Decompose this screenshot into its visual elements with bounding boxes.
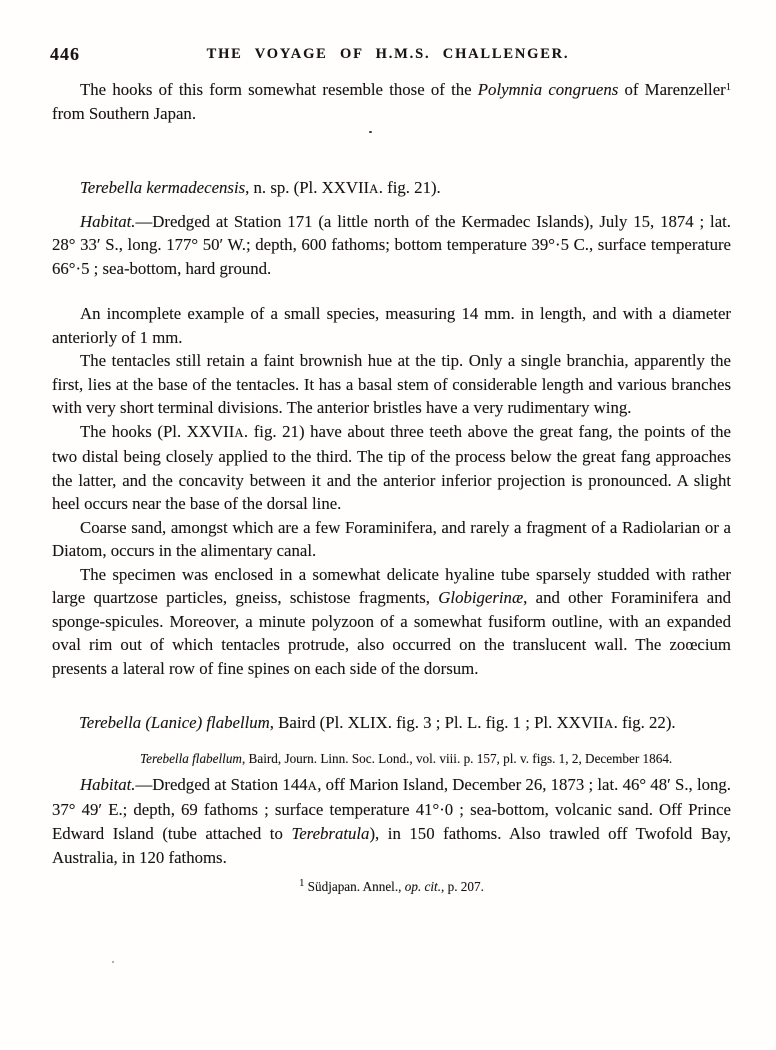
running-head: [0, 44, 776, 66]
page-body: [52, 78, 731, 896]
paragraph-incomplete-example: An incomplete example of a small species, measuring 14 mm. in length, and with a diameter anteriorly of 1 mm.: [52, 304, 731, 347]
habitat-paragraph-kermadecensis: Habitat.—Dredged at Station 171 (a little north of the Kermadec Islands), July 15, 1874 ; lat. 28° 33′ S., long. 177° 50′ W.; depth, 600 fathoms; bottom temperature 39°·5 C., surface temperature 66°·5 ; sea-bottom, hard ground.: [52, 211, 731, 278]
habitat-paragraph-flabellum: Habitat.—Dredged at Station 144A, off Marion Island, December 26, 1873 ; lat. 46° 48′ S., long. 37° 49′ E.; depth, 69 fathoms ; surface temperature 41°·0 ; sea-bottom, volcanic sand. Off Prince Edward Island (tube attached to Terebratula), in 150 fathoms. Also trawled off Twofold Bay, Australia, in 120 fathoms.: [52, 774, 731, 867]
scan-speck: [369, 131, 372, 133]
species-heading-kermadecensis: Terebella kermadecensis, n. sp. (Pl. XXVIIA. fig. 21).: [80, 178, 441, 197]
paragraph-hooks: The hooks (Pl. XXVIIA. fig. 21) have about three teeth above the great fang, the points of the two distal being closely applied to the third. The tip of the process below the great fang approaches the latter, and the concavity between it and the anterior inferior projection is pronounced. A slight heel occurs near the base of the dorsal line.: [52, 421, 731, 513]
paragraph-tentacles: The tentacles still retain a faint brownish hue at the tip. Only a single branchia, apparently the first, lies at the base of the tentacles. It has a basal stem of considerable length and various branches with very short terminal divisions. The anterior bristles have a very rudimentary wing.: [52, 351, 731, 417]
paragraph-polymnia: The hooks of this form somewhat resemble those of the Polymnia congruens of Marenzeller$^1$ from Southern Japan.: [52, 80, 731, 123]
footnote-sudjapan: $^1$ Südjapan. Annel., op. cit., p. 207.: [299, 877, 484, 894]
citation-flabellum: Terebella flabellum, Baird, Journ. Linn. Soc. Lond., vol. viii. p. 157, pl. v. figs. 1, 2, December 1864.: [140, 751, 673, 766]
paragraph-coarse-sand: Coarse sand, amongst which are a few Foraminifera, and rarely a fragment of a Radiolarian or a Diatom, occurs in the alimentary canal.: [52, 517, 731, 560]
running-title: THE VOYAGE OF H.M.S. CHALLENGER.: [206, 46, 570, 62]
scan-speck: [112, 961, 114, 963]
page-number: 446: [50, 44, 80, 64]
paragraph-specimen-tube: The specimen was enclosed in a somewhat delicate hyaline tube sparsely studded with rather large quartzose particles, gneiss, schistose fragments, Globigerinæ, and other Foraminifera and sponge-spicules. Moreover, a minute polyzoon of a somewhat fusiform outline, with an expanded oval rim out of which tentacles protrude, also occurred on the translucent wall. The zoœcium presents a lateral row of fine spines on each side of the dorsum.: [52, 564, 731, 678]
species-heading-flabellum: Terebella (Lanice) flabellum, Baird (Pl. XLIX. fig. 3 ; Pl. L. fig. 1 ; Pl. XXVIIA. fig. 22).: [79, 713, 676, 732]
